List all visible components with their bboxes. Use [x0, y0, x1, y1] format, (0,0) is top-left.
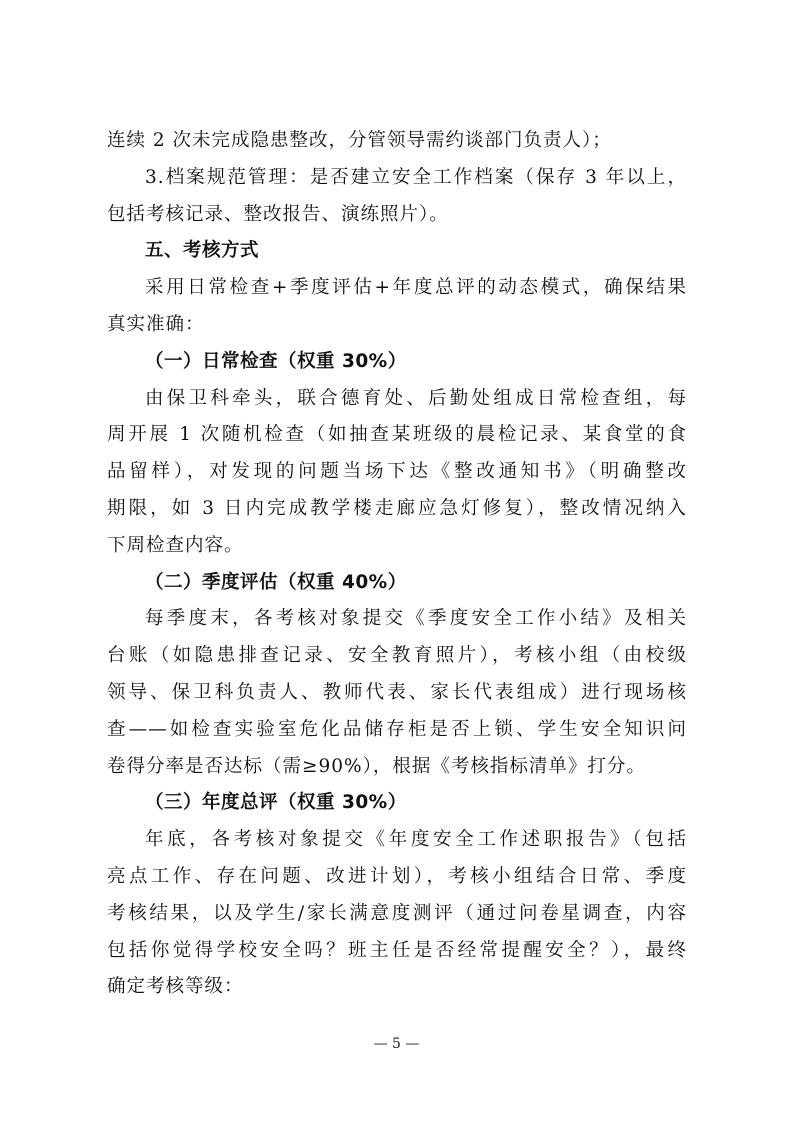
- text-line: 周开展 1 次随机检查（如抽查某班级的晨检记录、某食堂的食: [107, 424, 687, 446]
- text-line: 年底，各考核对象提交《年度安全工作述职报告》（包括: [145, 829, 687, 851]
- text-line: 领导、保卫科负责人、教师代表、家长代表组成）进行现场核: [107, 681, 687, 703]
- text-line: 连续 2 次未完成隐患整改，分管领导需约谈部门负责人）；: [107, 130, 612, 151]
- text-line: 查——如检查实验室危化品储存柜是否上锁、学生安全知识问: [107, 718, 687, 740]
- text-line: 包括考核记录、整改报告、演练照片）。: [107, 203, 449, 225]
- page-number: — 5 —: [373, 1036, 420, 1052]
- text-line: 品留样），对发现的问题当场下达《整改通知书》（明确整改: [107, 461, 687, 483]
- text-line: 确定考核等级：: [107, 976, 244, 998]
- document-body: [107, 123, 687, 1006]
- section-heading: 五、考核方式: [145, 240, 260, 262]
- text-line: 每季度末，各考核对象提交《季度安全工作小结》及相关: [145, 608, 687, 630]
- section-heading: （一）日常检查（权重 30%）: [145, 350, 407, 372]
- text-line: 台账（如隐患排查记录、安全教育照片），考核小组（由校级: [107, 645, 687, 667]
- text-line: 3.档案规范管理：是否建立安全工作档案（保存 3 年以上，: [145, 166, 687, 188]
- text-line: 包括你觉得学校安全吗？班主任是否经常提醒安全？），最终: [107, 939, 687, 961]
- text-line: 期限，如 3 日内完成教学楼走廊应急灯修复），整改情况纳入: [107, 497, 687, 519]
- text-line: 下周检查内容。: [107, 534, 244, 556]
- text-line: 卷得分率是否达标（需≥90%），根据《考核指标清单》打分。: [107, 755, 646, 777]
- text-line: 考核结果，以及学生/家长满意度测评（通过问卷星调查，内容: [107, 902, 687, 924]
- text-line: 亮点工作、存在问题、改进计划），考核小组结合日常、季度: [107, 865, 687, 887]
- text-line: 采用日常检查+季度评估+年度总评的动态模式，确保结果: [145, 277, 687, 299]
- section-heading: （三）年度总评（权重 30%）: [145, 792, 407, 814]
- text-line: 由保卫科牵头，联合德育处、后勤处组成日常检查组，每: [145, 387, 687, 409]
- section-heading: （二）季度评估（权重 40%）: [145, 571, 407, 593]
- text-line: 真实准确：: [107, 313, 205, 335]
